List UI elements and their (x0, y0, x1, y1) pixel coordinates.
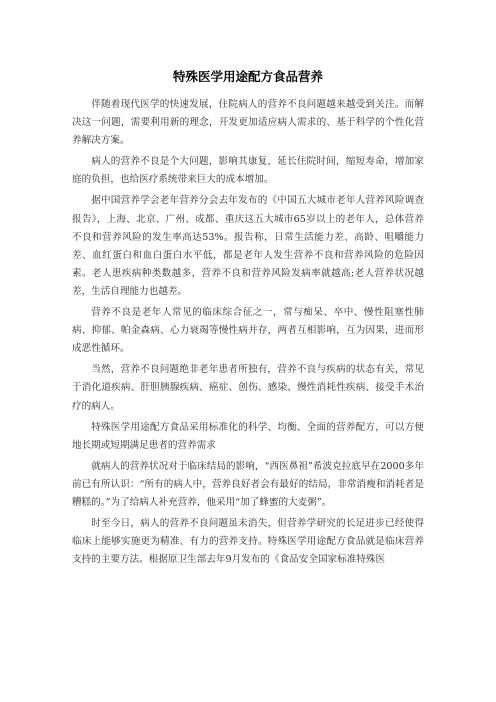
paragraph: 据中国营养学会老年营养分会去年发布的《中国五大城市老年人营养风险调查报告》，上海、北京、广州、成都、重庆这五大城市65岁以上的老年人，总体营养不良和营养风险的发生率高达53%。报告称，日常生活能力差、高龄、咀嚼能力差、血红蛋白和血白蛋白水平低，都是老年人发生营养不良和营养风险的危险因素。老人患疾病种类数越多，营养不良和营养风险发病率就越高;老人营养状况越差，生活自理能力也越差。 (72, 195, 424, 297)
document-title: 特殊医学用途配方食品营养 (172, 69, 323, 84)
paragraph: 病人的营养不良是个大问题，影响其康复，延长住院时间，缩短寿命，增加家庭的负担，也给医疗系统带来巨大的成本增加。 (72, 156, 424, 186)
paragraph: 营养不良是老年人常见的临床综合征之一，常与痴呆、卒中、慢性阻塞性肺病、抑郁、帕金森病、心力衰竭等慢性病并存，两者互相影响，互为因果，进而形成恶性循环。 (72, 307, 424, 355)
paragraph: 时至今日，病人的营养不良问题虽未消失，但营养学研究的长足进步已经使得临床上能够实施更为精准、有力的营养支持。特殊医学用途配方食品就是临床营养支持的主要方法。根据原卫生部去年9月发布的《食品安全国家标准特殊医 (72, 518, 424, 566)
paragraph: 当然，营养不良问题绝非老年患者所独有，营养不良与疾病的状态有关，常见于消化道疾病、肝胆胰腺疾病、癌症、创伤、感染、慢性消耗性疾病、接受手术治疗的病人。 (72, 364, 424, 412)
paragraph: 就病人的营养状况对于临床结局的影响，“西医鼻祖”希波克拉底早在2000多年前已有所认识：“所有的病人中，营养良好者会有最好的结局，非常消瘦和消耗者是糟糕的。”为了给病人补充营养，他采用“加了蜂蜜的大麦粥”。 (72, 460, 424, 508)
paragraph: 特殊医学用途配方食品采用标准化的科学、均衡、全面的营养配方，可以方便地长期或短期满足患者的营养需求 (72, 421, 424, 451)
paragraph: 伴随着现代医学的快速发展，住院病人的营养不良问题越来越受到关注。而解决这一问题，需要利用新的理念，开发更加适应病人需求的、基于科学的个性化营养解决方案。 (72, 99, 424, 147)
document-body (72, 96, 424, 572)
